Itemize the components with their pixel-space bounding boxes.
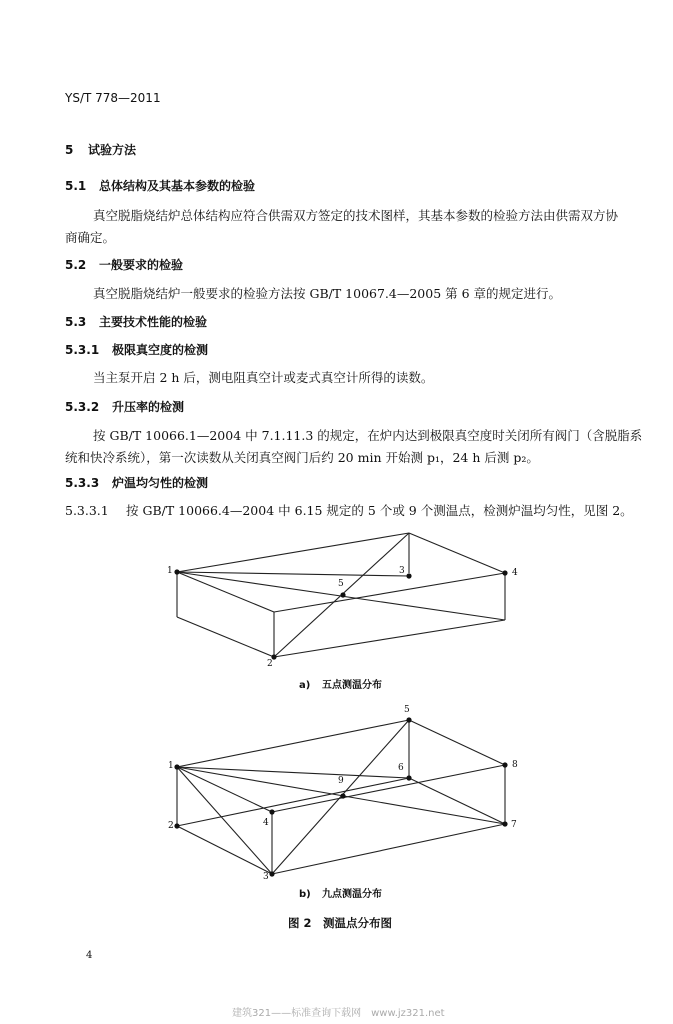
figure-a-edge [177,572,274,612]
figure-a-edge [177,533,409,572]
section-5-1-para-line1: 真空脱脂烧结炉总体结构应符合供需双方签定的技术图样，其基本参数的检验方法由供需双方协 [93,208,619,223]
figure-b-point-9 [340,793,345,798]
section-5-1-para-line2: 商确定。 [65,230,116,245]
page-number: 4 [86,950,93,961]
figure-b-edge [409,720,505,765]
figure-b-point-1 [174,764,179,769]
figure-b-caption: 九点测温分布 [322,889,382,900]
section-5-3-3-number: 5.3.3 [65,476,100,490]
figure-b-point-6 [406,775,411,780]
figure-b-point-4 [269,809,274,814]
figure-b-label-3: 3 [263,872,269,882]
figure-title: 图 2 测温点分布图 [288,916,393,930]
figure-a-label-2: 2 [267,659,273,669]
figure-b-edge [177,720,409,767]
figure-b-edge [272,765,505,812]
section-5-2-para: 真空脱脂烧结炉一般要求的检验方法按 GB/T 10067.4—2005 第 6 章的规定进行。 [93,286,562,301]
figure-b-label-9: 9 [338,776,344,786]
figure-a-label-4: 4 [512,568,518,578]
section-5-3-2-number: 5.3.2 [65,400,100,414]
figure-a-point-5 [340,592,345,597]
figure-b-label-2: 2 [168,821,174,831]
section-5-3-title: 主要技术性能的检验 [99,315,208,329]
figure-a-caption-label: a) [299,680,311,691]
section-5-3-number: 5.3 [65,315,87,329]
figure-b-edge [177,826,272,874]
figure-a-edge [177,617,274,657]
watermark: 建筑321——标准查询下载网 www.jz321.net [232,1008,445,1019]
section-5-3-1-number: 5.3.1 [65,343,100,357]
figure-b-edge [177,767,272,812]
figure-b-label-7: 7 [511,820,517,830]
section-5-title: 试验方法 [88,143,137,157]
figure-b-label-1: 1 [168,761,174,771]
section-5-3-2-para-line1: 按 GB/T 10066.1—2004 中 7.1.11.3 的规定，在炉内达到极限真空度时关闭所有阀门（含脱脂系 [93,428,643,443]
figure-a-point-4 [502,570,507,575]
section-5-1-title: 总体结构及其基本参数的检验 [99,179,256,193]
section-5-2-number: 5.2 [65,258,87,272]
figure-b-point-5 [406,717,411,722]
figure-a-label-5: 5 [338,579,344,589]
figure-b-label-4: 4 [263,818,269,828]
section-5-3-2-para-line2: 统和快冷系统），第一次读数从关闭真空阀门后约 20 min 开始测 p₁，24 h 后测 p₂。 [65,450,539,465]
figure-b-point-8 [502,762,507,767]
figure-a-diagonal [177,572,409,576]
section-5-3-2-title: 升压率的检测 [112,400,185,414]
figure-b-point-3 [269,871,274,876]
figure-a-edge [409,533,505,573]
section-5-1-number: 5.1 [65,179,87,193]
section-5-3-3-1-number: 5.3.3.1 [65,503,109,518]
figure-b-label-5: 5 [404,705,410,715]
doc-code: YS/T 778—2011 [65,91,161,105]
figure-b-label-6: 6 [398,763,404,773]
figure-a-point-1 [174,569,179,574]
figure-a-point-3 [406,573,411,578]
section-5-3-1-para: 当主泵开启 2 h 后，测电阻真空计或麦式真空计所得的读数。 [93,370,434,385]
figure-b-caption-label: b) [299,889,311,900]
figure-b-point-2 [174,823,179,828]
section-5-number: 5 [65,143,74,157]
section-5-3-3-title: 炉温均匀性的检测 [112,476,209,490]
figure-a-label-3: 3 [399,566,405,576]
section-5-3-1-title: 极限真空度的检测 [112,343,209,357]
figure-b-edge [272,824,505,874]
figure-b-point-7 [502,821,507,826]
figure-a-caption: 五点测温分布 [322,680,382,691]
figure-b-label-8: 8 [512,760,518,770]
figure-a-edge [274,573,505,612]
figure-b-edge [409,778,505,824]
figure-a-label-1: 1 [167,566,173,576]
figure-b-diagonal [177,767,272,874]
figure-b-edge [177,778,409,826]
section-5-3-3-1-text: 按 GB/T 10066.4—2004 中 6.15 规定的 5 个或 9 个测温点，检测炉温均匀性，见图 2。 [126,503,633,518]
section-5-2-title: 一般要求的检验 [99,258,184,272]
